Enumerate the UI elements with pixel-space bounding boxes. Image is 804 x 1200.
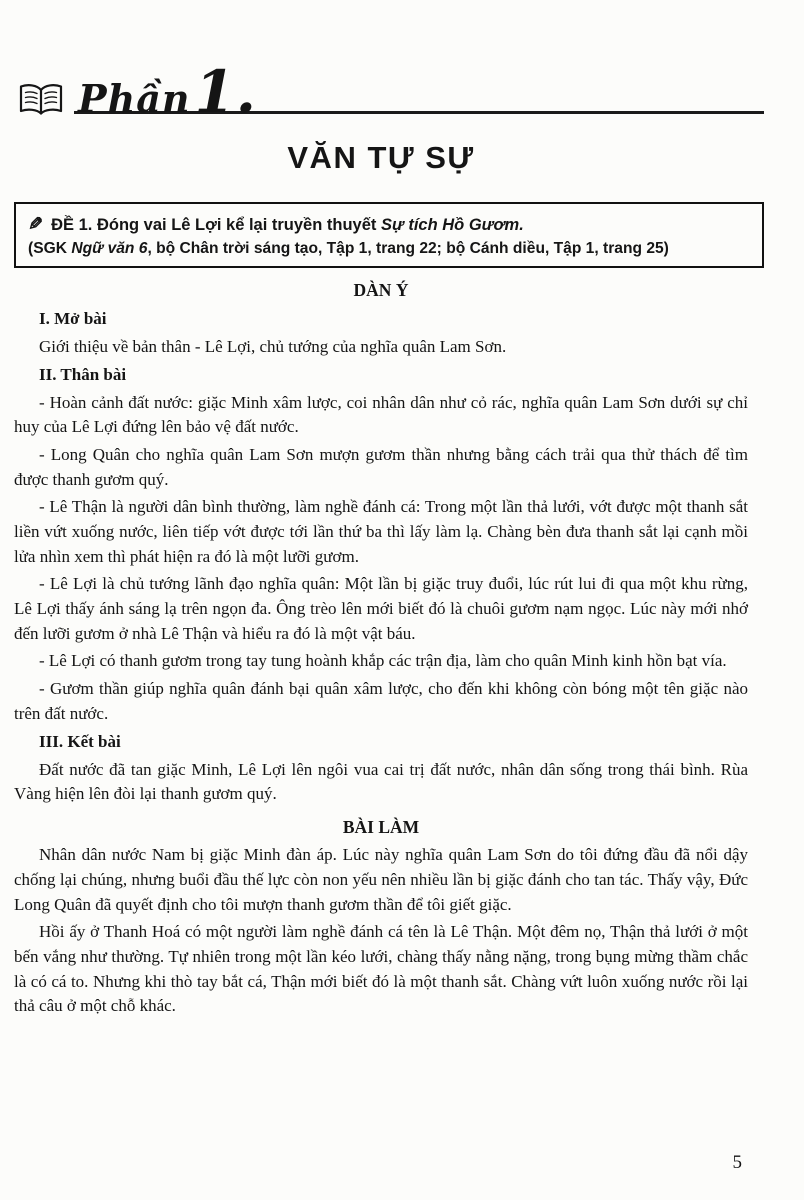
- exercise-source-line: [28, 238, 752, 261]
- part-label: [78, 58, 257, 126]
- outline-heading: DÀN Ý: [353, 279, 409, 300]
- section-heading-than-bai: II. Thân bài: [39, 365, 127, 385]
- lesson-content: [14, 278, 748, 1019]
- exercise-title-line: [28, 211, 752, 238]
- outline-paragraph: - Long Quân cho nghĩa quân Lam Sơn mượn gươm thần nhưng bằng cách trải qua thử thách để tìm được thanh gươm quý.: [14, 445, 748, 489]
- exercise-source-prefix: (SGK: [28, 239, 72, 257]
- outline-paragraph: - Hoàn cảnh đất nước: giặc Minh xâm lược, coi nhân dân như cỏ rác, nghĩa quân Lam Sơn dưới sự chỉ huy của Lê Lợi đứng lên bảo vệ đất nước.: [14, 392, 748, 437]
- exercise-source-suffix: , bộ Chân trời sáng tạo, Tập 1, trang 22; bộ Cánh diều, Tập 1, trang 25): [147, 239, 669, 257]
- outline-paragraph: Giới thiệu về bản thân - Lê Lợi, chủ tướng của nghĩa quân Lam Sơn.: [39, 336, 507, 356]
- part-header: [18, 58, 764, 126]
- outline-paragraph: Đất nước đã tan giặc Minh, Lê Lợi lên ngôi vua cai trị đất nước, nhân dân sống trong thái bình. Rùa Vàng hiện lên đòi lại thanh gươm quý.: [14, 759, 748, 804]
- essay-paragraph: Hồi ấy ở Thanh Hoá có một người làm nghề đánh cá tên là Lê Thận. Một đêm nọ, Thận thả lưới ở một bến vắng như thường. Tự nhiên trong một lần kéo lưới, chàng thấy nằng nặng, trong bụng mừng thầm chắc là có cá to. Nhưng khi thò tay bắt cá, Thận mới biết đó là một thanh sắt. Chàng vứt luôn xuống nước rồi lại thả câu ở một chỗ khác.: [14, 922, 748, 1016]
- part-word: Phần: [78, 76, 191, 121]
- exercise-title-italic: Sự tích Hồ Gươm.: [380, 216, 524, 234]
- outline-paragraph: - Gươm thần giúp nghĩa quân đánh bại quân xâm lược, cho đến khi không còn bóng một tên giặc nào trên đất nước.: [14, 678, 748, 723]
- page-title: VĂN TỰ SỰ: [287, 140, 475, 175]
- section-heading-mo-bai: I. Mở bài: [39, 308, 107, 328]
- pencil-icon: ✎: [28, 214, 44, 234]
- part-number: 1.: [194, 58, 258, 126]
- essay-heading: BÀI LÀM: [342, 817, 420, 838]
- section-heading-ket-bai: III. Kết bài: [39, 732, 121, 752]
- outline-paragraph: - Lê Lợi có thanh gươm trong tay tung hoành khắp các trận địa, làm cho quân Minh kinh hồn bạt vía.: [39, 651, 727, 671]
- outline-paragraph: - Lê Lợi là chủ tướng lãnh đạo nghĩa quân: Một lần bị giặc truy đuổi, lúc rút lui đi qua một khu rừng, Lê Lợi thấy ánh sáng lạ trên ngọn đa. Ông trèo lên mới biết đó là chuôi gươm nạm ngọc. Lúc này mới nhớ đến lưỡi gươm ở nhà Lê Thận và hiểu ra đó là một vật báu.: [14, 574, 748, 643]
- page-number: 5: [732, 1152, 742, 1173]
- outline-paragraph: - Lê Thận là người dân bình thường, làm nghề đánh cá: Trong một lần thả lưới, vớt được một thanh sắt liền vứt xuống nước, liên tiếp vớt được tới lần thứ ba thì lấy làm lạ. Chàng bèn đưa thanh sắt lại cạnh mồi lửa nhìn xem thì phát hiện ra đó là một lưỡi gươm.: [14, 497, 748, 566]
- open-book-icon: [18, 82, 64, 118]
- exercise-source-italic: Ngữ văn 6: [71, 239, 148, 257]
- essay-paragraph: Nhân dân nước Nam bị giặc Minh đàn áp. Lúc này nghĩa quân Lam Sơn do tôi đứng đầu đã nổi dậy chống lại chúng, nhưng buổi đầu thế lực còn non yếu nên nhiều lần bị giặc đánh cho tan tác. Thấy vậy, Đức Long Quân đã quyết định cho tôi mượn thanh gươm thần để tôi giết giặc.: [14, 845, 748, 914]
- exercise-box: [14, 202, 764, 268]
- exercise-title: ĐỀ 1. Đóng vai Lê Lợi kể lại truyền thuyết: [51, 216, 381, 234]
